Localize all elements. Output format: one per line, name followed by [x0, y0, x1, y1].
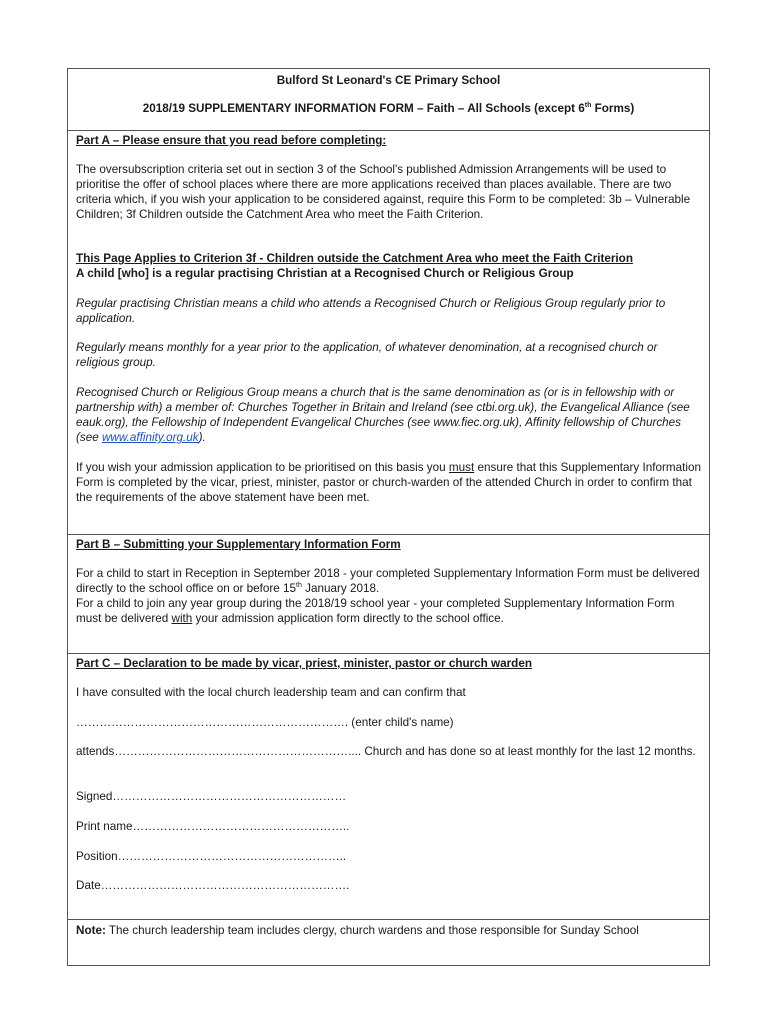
definition-regular-christian: Regular practising Christian means a child who attends a Recognised Church or Religious Group regularly prior to application.: [76, 297, 666, 325]
criterion-heading: This Page Applies to Criterion 3f - Children outside the Catchment Area who meet the Faith Criterion: [76, 252, 633, 265]
part-a-section: [68, 130, 709, 534]
note-label: Note:: [76, 924, 106, 937]
attends-church-field: attends…………………………………………………….... Church and has done so at least monthly for the last 12 months.: [76, 745, 696, 758]
must-emphasis: must: [448, 461, 475, 474]
part-b-section: [68, 534, 709, 653]
definition-recognised-church: Recognised Church or Religious Group means a church that is the same denomination as (or is in fellowship with or partnership with) a member of: Churches Together in Britain and Ireland (see ctbi.org.uk), the Evangelical Alliance (see eauk.org), the Fellowship of Independent Evangelical Churches (see www.fiec.org.uk), Affinity fellowship of Churches (see www.affinity.org.uk).: [76, 386, 690, 444]
definition-regularly: Regularly means monthly for a year prior to the application, of whatever denomination, at a recognised church or religious group.: [76, 341, 658, 369]
child-name-field: ……………………………………………………………. (enter child's name): [76, 716, 454, 729]
signed-field: Signed……………………………………………………: [76, 790, 347, 803]
criterion-subheading: A child [who] is a regular practising Christian at a Recognised Church or Religious Group: [76, 267, 574, 280]
note-section: [68, 919, 709, 965]
part-a-intro: The oversubscription criteria set out in section 3 of the School's published Admission Arrangements will be used to prioritise the offer of school places where there are more applications received than places available. There are two criteria which, if you wish your application to be considered against, require this Form to be completed: 3b – Vulnerable Children; 3f Children outside the Catchment Area who meet the Faith Criterion.: [76, 163, 691, 221]
part-c-section: [68, 653, 709, 919]
school-name: Bulford St Leonard's CE Primary School: [276, 74, 501, 87]
position-field: Position…………………………………………………..: [76, 850, 347, 863]
part-b-heading: Part B – Submitting your Supplementary Information Form: [76, 538, 401, 551]
reception-deadline: For a child to start in Reception in September 2018 - your completed Supplementary Information Form must be delivered directly to the school office on or before 15th January 2018.: [76, 567, 700, 595]
consulted-statement: I have consulted with the local church leadership team and can confirm that: [76, 686, 466, 699]
print-name-field: Print name………………………………………………..: [76, 820, 350, 833]
form-title: 2018/19 SUPPLEMENTARY INFORMATION FORM – Faith – All Schools (except 6th Forms): [142, 102, 635, 115]
part-c-heading: Part C – Declaration to be made by vicar, priest, minister, pastor or church warden: [76, 657, 532, 670]
priority-statement: If you wish your admission application to be prioritised on this basis you must ensure that this Supplementary Information Form is completed by the vicar, priest, minister, pastor or church-warden of the attended Church in order to confirm that the requirements of the above statement have been met.: [76, 461, 701, 504]
date-field: Date……………………………………………………….: [76, 879, 350, 892]
supplementary-information-form: [67, 68, 710, 966]
note-text: Note: The church leadership team includes clergy, church wardens and those responsible for Sunday School: [76, 924, 639, 937]
part-a-heading: Part A – Please ensure that you read before completing:: [76, 134, 387, 147]
affinity-link[interactable]: www.affinity.org.uk: [101, 431, 199, 444]
form-header: [68, 69, 709, 130]
any-year-deadline: For a child to join any year group during the 2018/19 school year - your completed Supplementary Information Form must be delivered with your admission application form directly to the school office.: [76, 597, 675, 625]
